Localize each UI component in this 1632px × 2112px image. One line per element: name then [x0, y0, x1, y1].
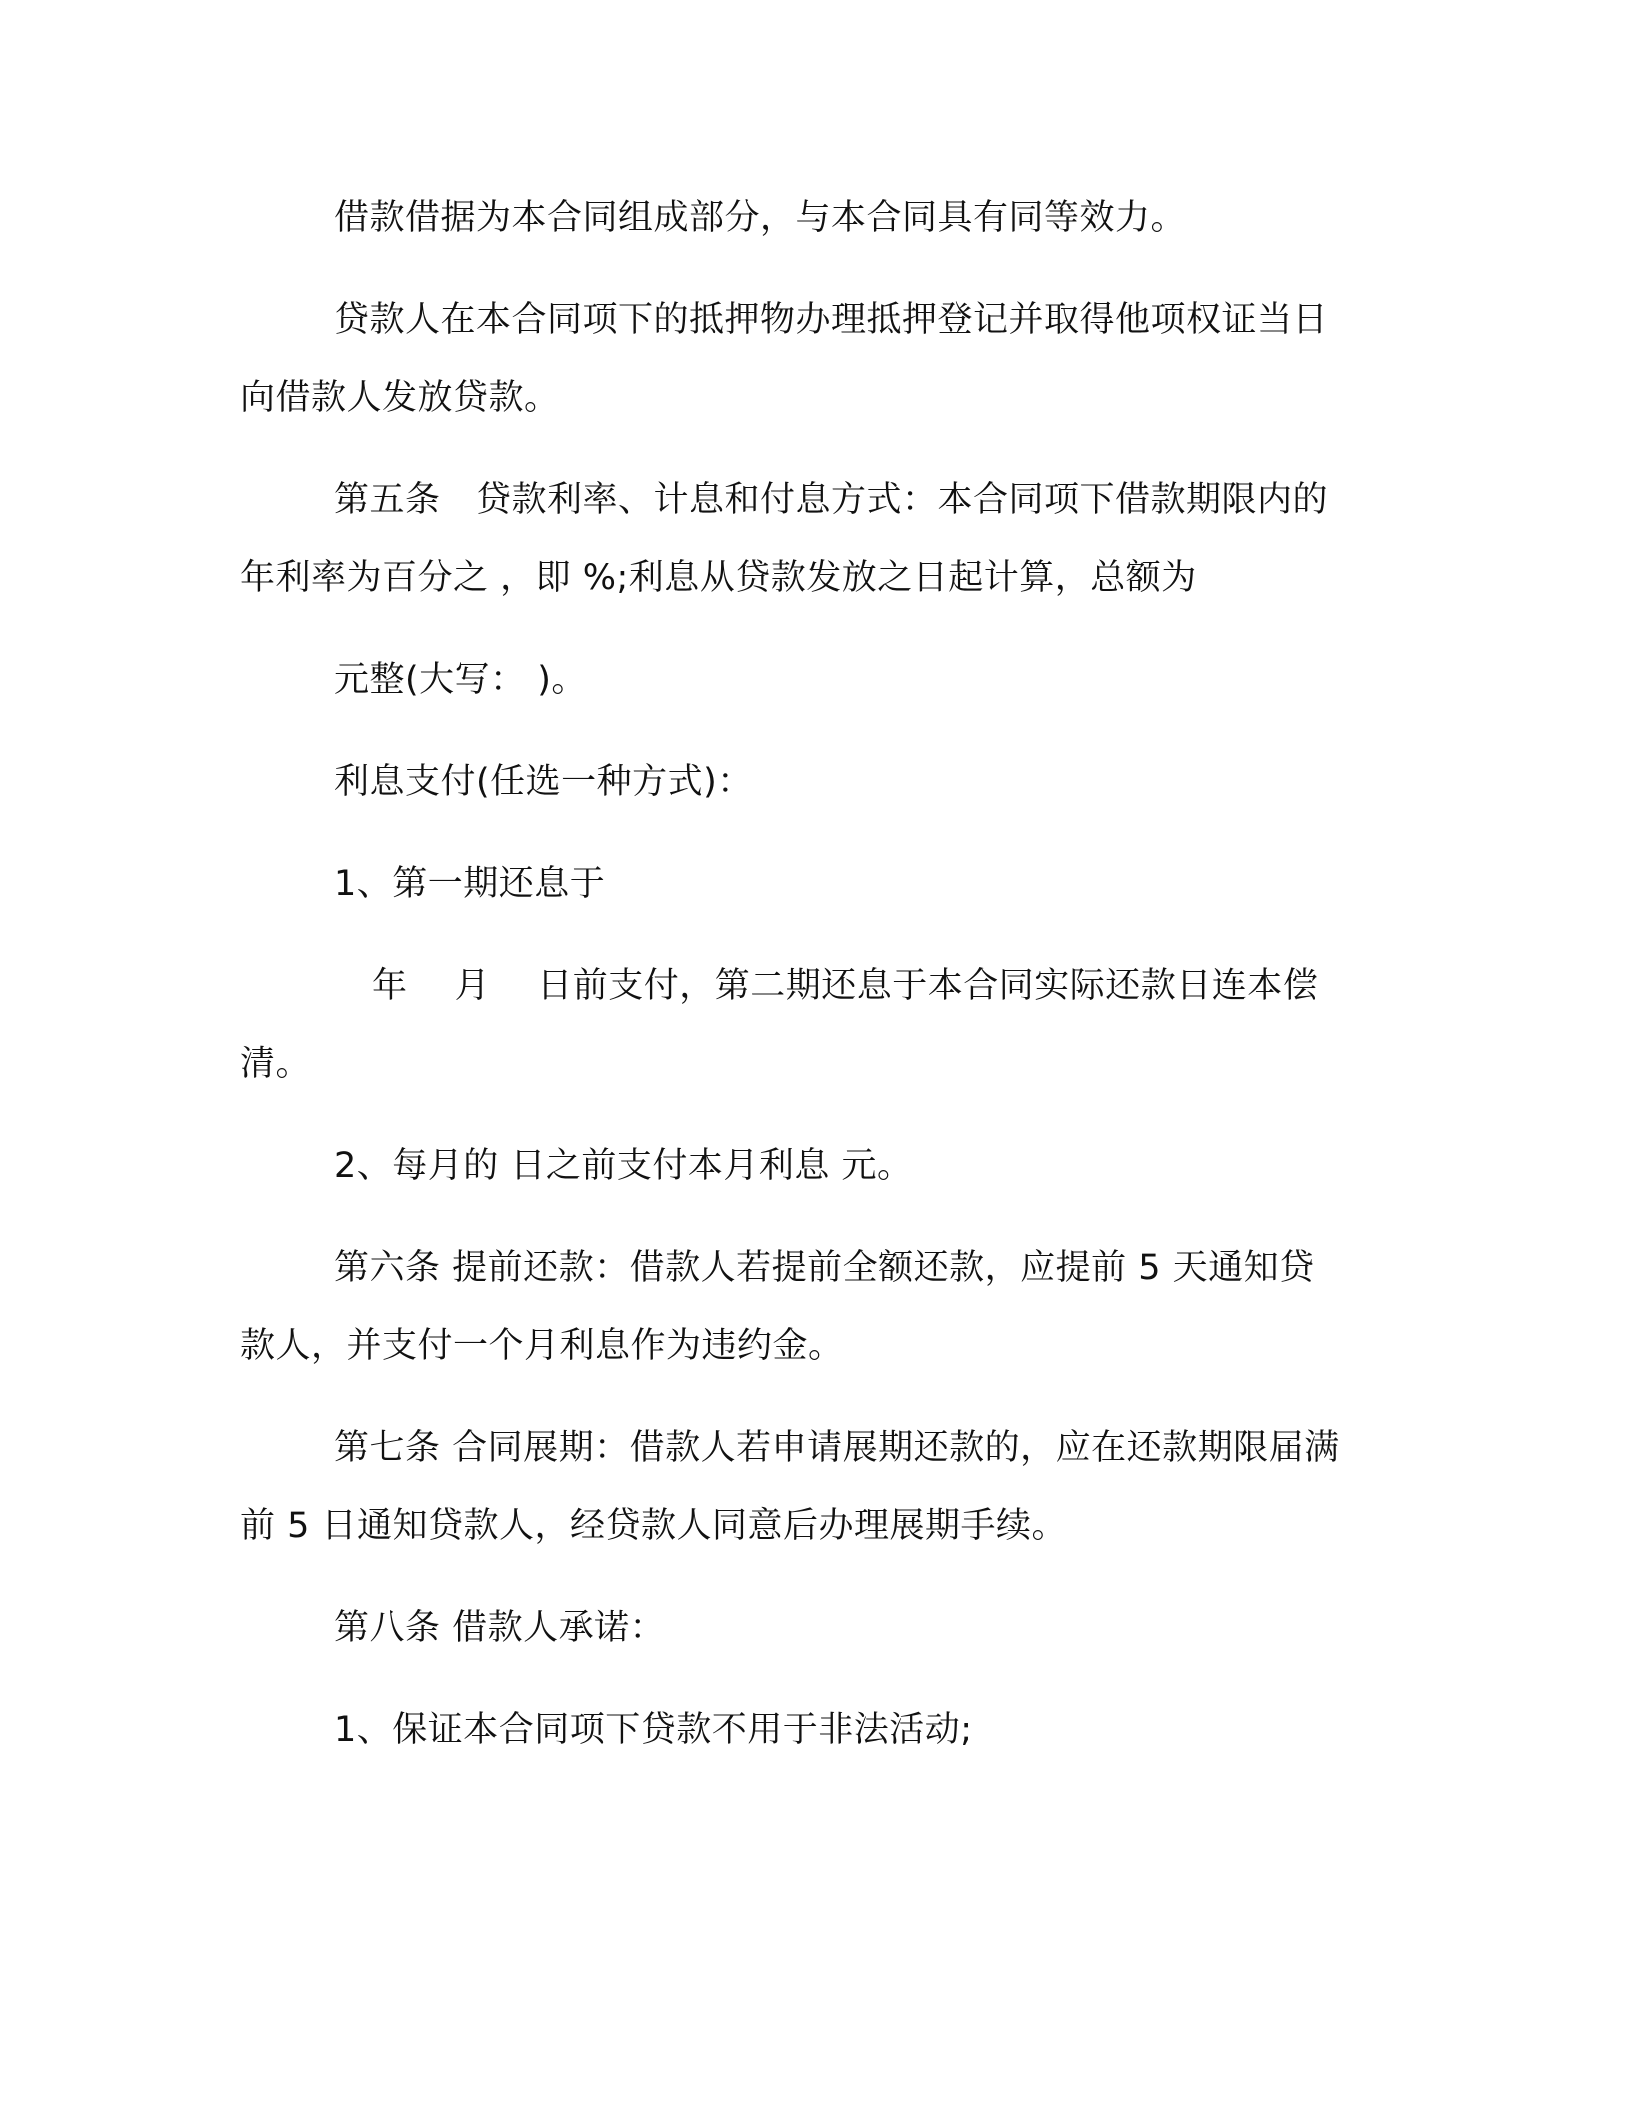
- article-5-line-3: 元整(大写： )。: [334, 660, 587, 700]
- article-8-heading: 第八条 借款人承诺：: [334, 1608, 666, 1648]
- paragraph-disbursement-line-2: 向借款人发放贷款。: [240, 378, 560, 418]
- article-5-line-2: 年利率为百分之 ，即 %;利息从贷款发放之日起计算，总额为: [240, 558, 1197, 598]
- article-5-line-1: 第五条 贷款利率、计息和付息方式：本合同项下借款期限内的: [334, 480, 1329, 520]
- article-8-item-1: 1、保证本合同项下贷款不用于非法活动;: [334, 1710, 973, 1750]
- article-6-line-1: 第六条 提前还款：借款人若提前全额还款，应提前 5 天通知贷: [334, 1248, 1315, 1288]
- option-2-line: 2、每月的 日之前支付本月利息 元。: [334, 1146, 913, 1186]
- option-1-line-1: 1、第一期还息于: [334, 864, 606, 904]
- paragraph-loan-receipt: 借款借据为本合同组成部分，与本合同具有同等效力。: [334, 198, 1187, 238]
- option-1-line-2: 年 月 日前支付，第二期还息于本合同实际还款日连本偿: [372, 966, 1319, 1006]
- interest-payment-heading: 利息支付(任选一种方式)：: [334, 762, 753, 802]
- article-6-line-2: 款人，并支付一个月利息作为违约金。: [240, 1326, 844, 1366]
- article-7-line-2: 前 5 日通知贷款人，经贷款人同意后办理展期手续。: [240, 1506, 1068, 1546]
- option-1-line-3: 清。: [240, 1044, 312, 1084]
- article-7-line-1: 第七条 合同展期：借款人若申请展期还款的，应在还款期限届满: [334, 1428, 1340, 1468]
- paragraph-disbursement-line-1: 贷款人在本合同项下的抵押物办理抵押登记并取得他项权证当日: [334, 300, 1329, 340]
